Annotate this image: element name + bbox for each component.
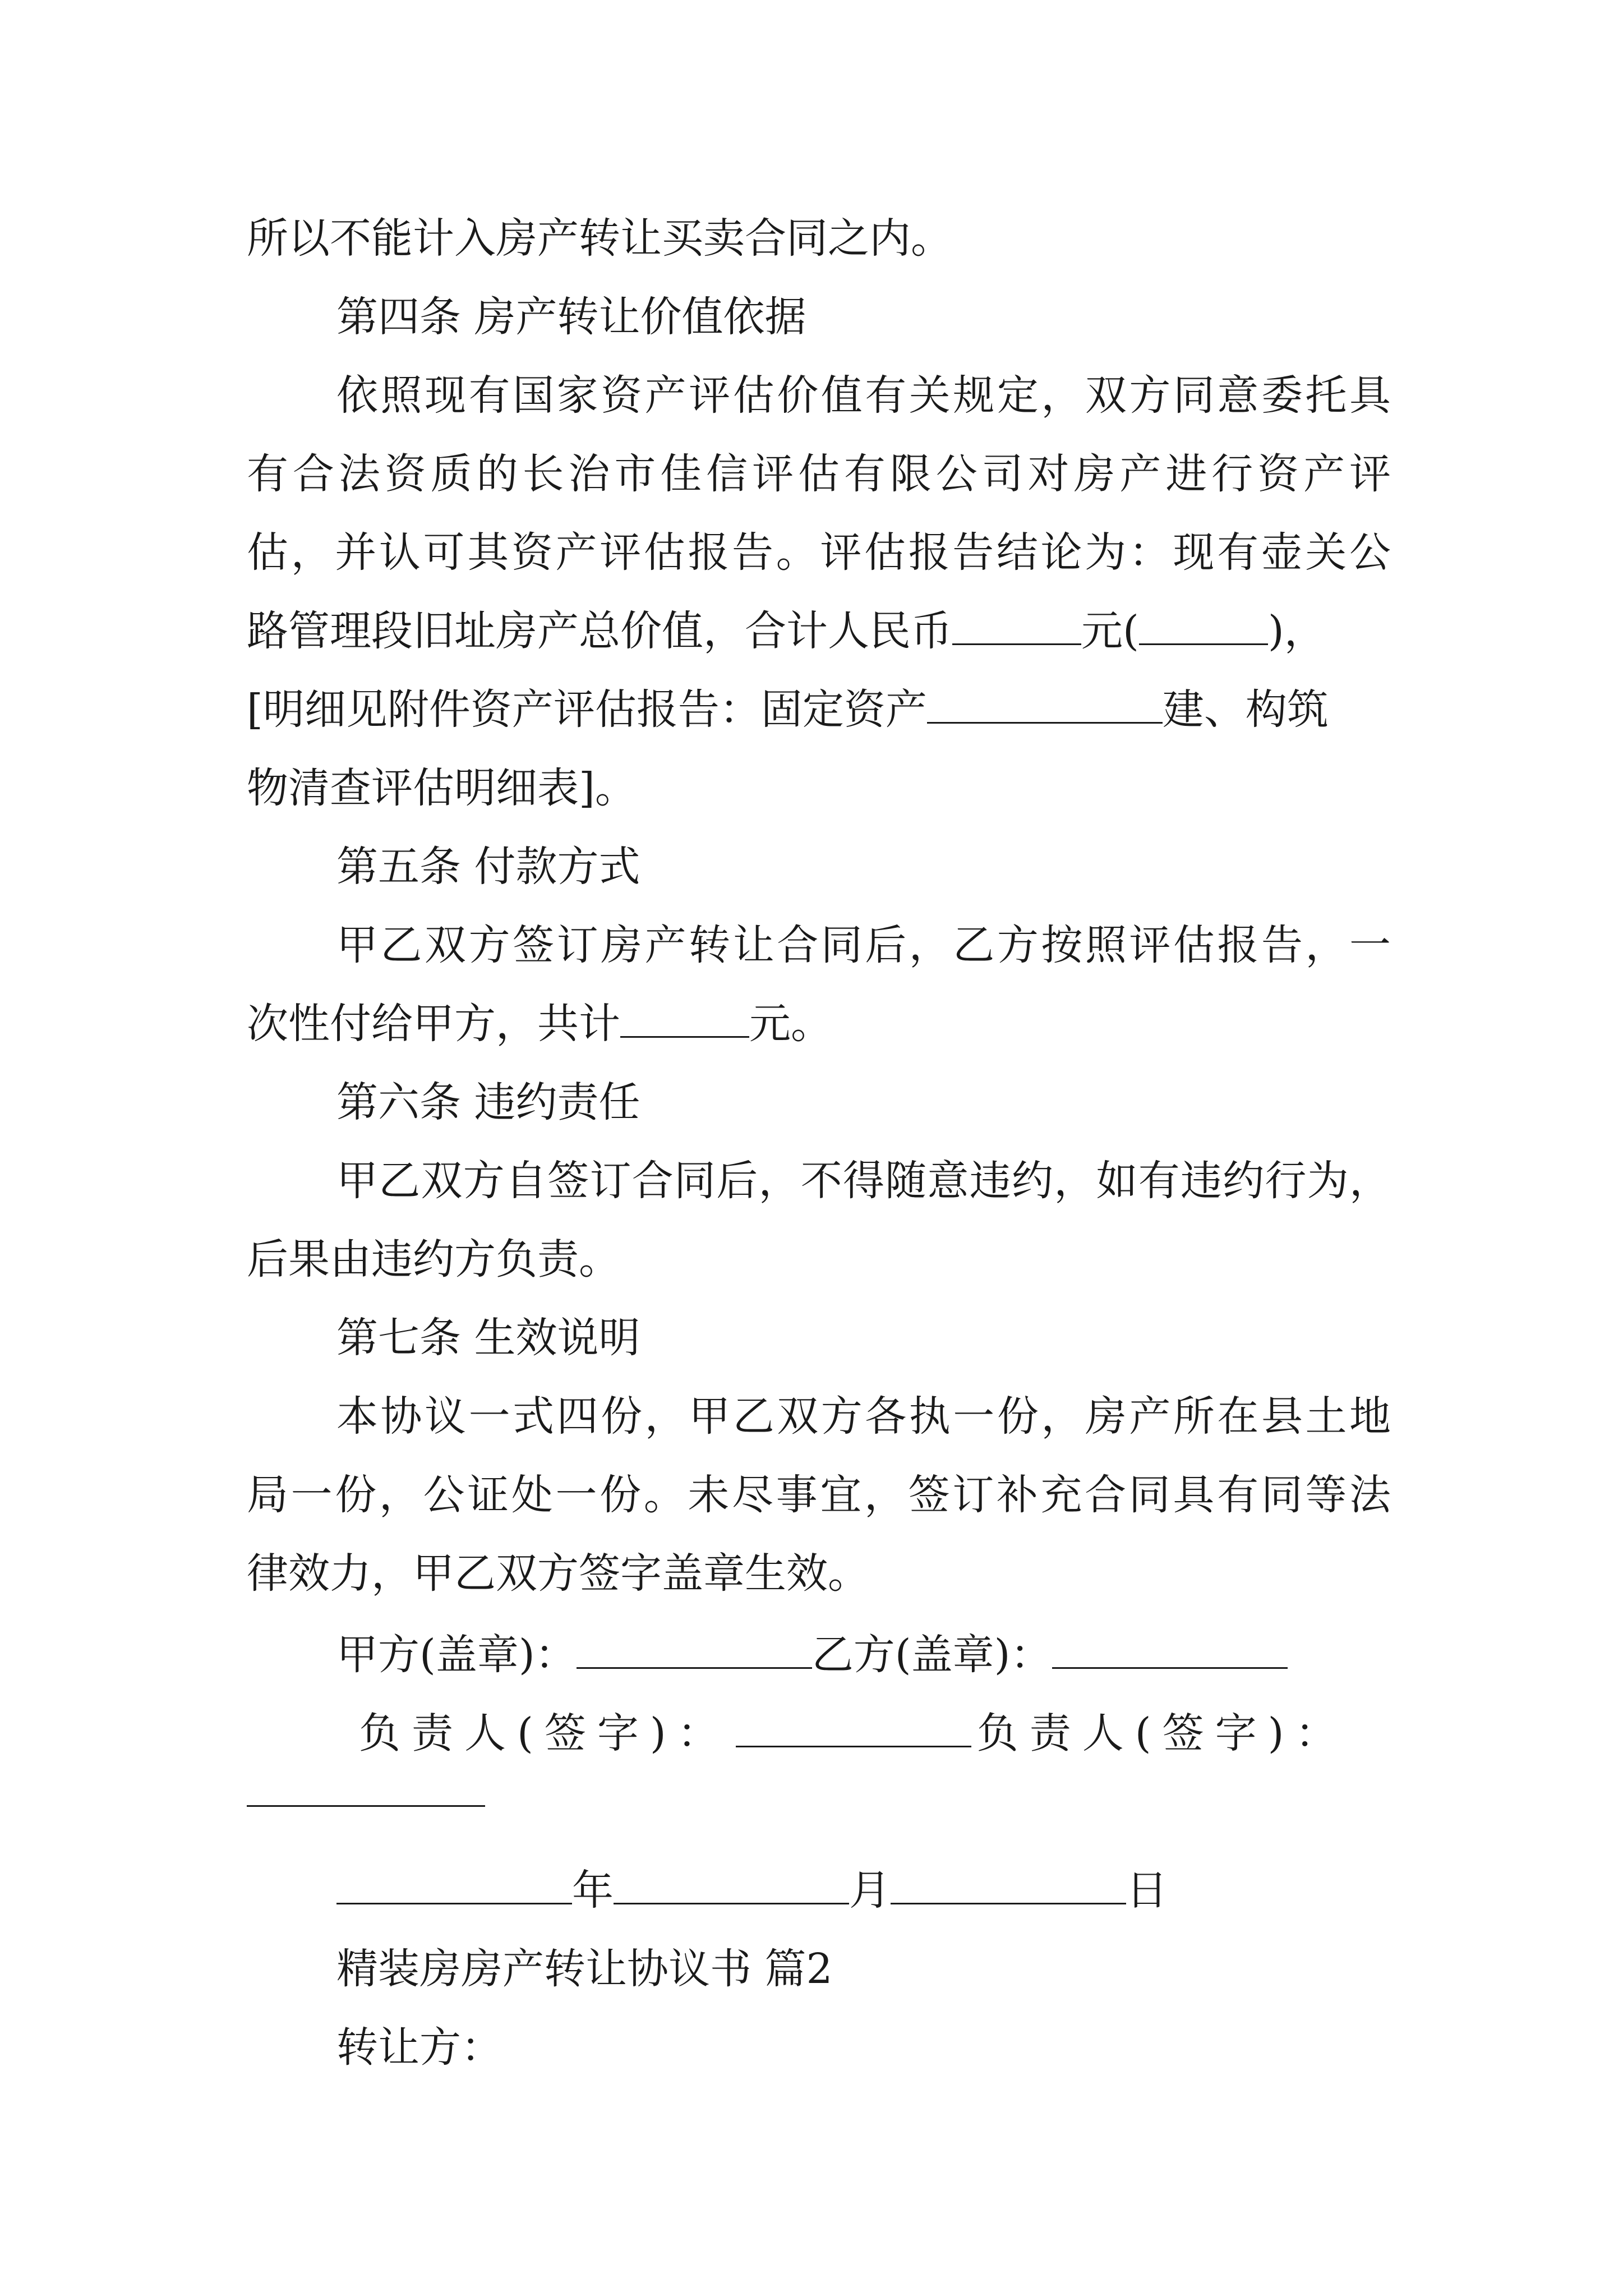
detail-text: [明细见附件资产评估报告：固定资产	[247, 685, 927, 734]
payment-text: 次性付给甲方，共计	[247, 1000, 620, 1048]
party-b-seal-blank	[1052, 1628, 1288, 1669]
paragraph-line: 有合法资质的长治市佳信评估有限公司对房产进行资产评	[247, 450, 1391, 498]
party-a-responsible-label: 负责人(签字)：	[359, 1709, 730, 1757]
amount-words-blank	[1139, 604, 1268, 645]
party-a-signature-blank	[736, 1706, 971, 1747]
paragraph-line	[247, 600, 1391, 662]
paragraph-line: 所以不能计入房产转让买卖合同之内。	[247, 214, 952, 263]
paragraph-line	[247, 993, 1391, 1055]
yuan-text: 元。	[749, 1000, 832, 1048]
signature-line	[359, 1703, 1391, 1764]
paragraph-line: 局一份，公证处一份。未尽事宜，签订补充合同具有同等法	[247, 1471, 1391, 1519]
year-label: 年	[572, 1866, 614, 1915]
paragraph-line: 物清查评估明细表]。	[247, 764, 637, 812]
fixed-asset-blank	[927, 683, 1163, 724]
structure-text: 建、构筑	[1162, 685, 1329, 734]
article-6-title: 第六条 违约责任	[336, 1078, 640, 1126]
paragraph-line: 甲乙双方自签订合同后，不得随意违约，如有违约行为，	[336, 1157, 1391, 1205]
party-b-seal-label: 乙方(盖章)：	[811, 1631, 1052, 1679]
month-blank	[614, 1864, 849, 1904]
paragraph-line: 律效力，甲乙双方签字盖章生效。	[247, 1549, 869, 1598]
article-4-title: 第四条 房产转让价值依据	[336, 293, 806, 341]
paragraph-line: 本协议一式四份，甲乙双方各执一份，房产所在县土地	[336, 1392, 1391, 1441]
paragraph-line: 后果由违约方负责。	[247, 1235, 620, 1283]
paragraph-line: 估，并认可其资产评估报告。评估报告结论为：现有壶关公	[247, 528, 1391, 577]
party-a-seal-label: 甲方(盖章)：	[336, 1631, 577, 1679]
currency-text: 元(	[1081, 607, 1139, 655]
amount-blank	[952, 604, 1081, 645]
section-2-title: 精装房房产转让协议书 篇2	[336, 1945, 833, 1993]
paragraph-line	[247, 679, 1391, 740]
day-label: 日	[1126, 1866, 1168, 1915]
payment-amount-blank	[620, 997, 749, 1038]
paragraph-line: 依照现有国家资产评估价值有关规定，双方同意委托具	[336, 371, 1391, 420]
party-a-seal-blank	[577, 1628, 812, 1669]
seal-line	[336, 1624, 1391, 1686]
party-b-responsible-label: 负责人(签字)：	[976, 1709, 1348, 1757]
closing-paren-text: )，	[1267, 607, 1326, 655]
total-value-text: 路管理段旧址房产总价值，合计人民币	[247, 607, 952, 655]
day-blank	[891, 1864, 1126, 1904]
signature-continuation-blank	[247, 1805, 485, 1807]
month-label: 月	[849, 1866, 891, 1915]
date-line	[336, 1860, 1391, 1921]
article-5-title: 第五条 付款方式	[336, 843, 640, 891]
year-blank	[336, 1864, 572, 1904]
transferor-label: 转让方：	[336, 2023, 502, 2072]
paragraph-line: 甲乙双方签订房产转让合同后，乙方按照评估报告，一	[336, 921, 1391, 969]
article-7-title: 第七条 生效说明	[336, 1314, 640, 1362]
